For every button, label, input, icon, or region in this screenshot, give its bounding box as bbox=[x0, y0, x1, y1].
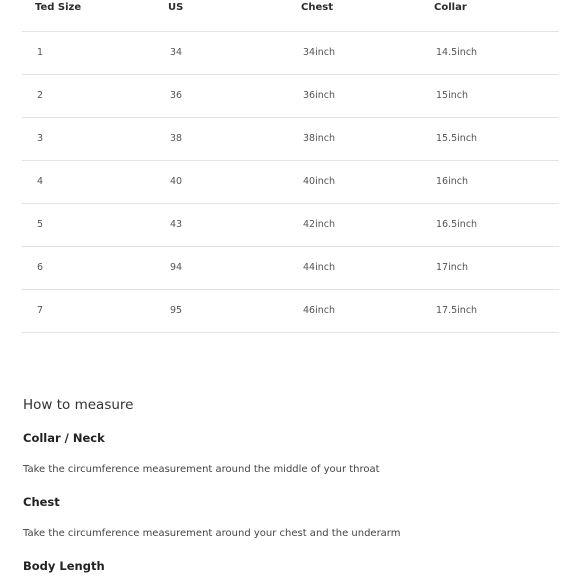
cell-chest: 36inch bbox=[288, 74, 421, 117]
cell-collar: 15.5inch bbox=[421, 117, 559, 160]
cell-collar: 17.5inch bbox=[421, 289, 559, 332]
header-chest: Chest bbox=[288, 0, 421, 31]
cell-collar: 16inch bbox=[421, 160, 559, 203]
cell-ted-size: 3 bbox=[22, 117, 155, 160]
table-row bbox=[22, 289, 559, 332]
cell-chest: 40inch bbox=[288, 160, 421, 203]
cell-ted-size: 7 bbox=[22, 289, 155, 332]
cell-us: 95 bbox=[155, 289, 288, 332]
cell-ted-size: 5 bbox=[22, 203, 155, 246]
cell-us: 38 bbox=[155, 117, 288, 160]
cell-us: 43 bbox=[155, 203, 288, 246]
cell-ted-size: 4 bbox=[22, 160, 155, 203]
collar-neck-instructions: Take the circumference measurement around the middle of your throat bbox=[23, 464, 380, 475]
cell-chest: 42inch bbox=[288, 203, 421, 246]
cell-collar: 14.5inch bbox=[421, 31, 559, 74]
cell-chest: 34inch bbox=[288, 31, 421, 74]
table-row bbox=[22, 117, 559, 160]
cell-chest: 46inch bbox=[288, 289, 421, 332]
cell-us: 94 bbox=[155, 246, 288, 289]
size-table bbox=[22, 0, 559, 333]
cell-collar: 17inch bbox=[421, 246, 559, 289]
collar-neck-heading: Collar / Neck bbox=[23, 431, 105, 445]
cell-collar: 15inch bbox=[421, 74, 559, 117]
table-row bbox=[22, 203, 559, 246]
chest-instructions: Take the circumference measurement around your chest and the underarm bbox=[23, 528, 401, 539]
cell-us: 40 bbox=[155, 160, 288, 203]
cell-ted-size: 6 bbox=[22, 246, 155, 289]
how-to-measure-title: How to measure bbox=[23, 397, 134, 413]
cell-chest: 38inch bbox=[288, 117, 421, 160]
table-row bbox=[22, 31, 559, 74]
cell-us: 36 bbox=[155, 74, 288, 117]
how-to-measure-section bbox=[23, 393, 553, 573]
cell-chest: 44inch bbox=[288, 246, 421, 289]
cell-us: 34 bbox=[155, 31, 288, 74]
table-header-row bbox=[22, 0, 559, 31]
body-length-heading: Body Length bbox=[23, 559, 105, 573]
cell-ted-size: 1 bbox=[22, 31, 155, 74]
table-row bbox=[22, 74, 559, 117]
table-row bbox=[22, 160, 559, 203]
cell-ted-size: 2 bbox=[22, 74, 155, 117]
table-row bbox=[22, 246, 559, 289]
header-ted-size: Ted Size bbox=[22, 0, 155, 31]
header-collar: Collar bbox=[421, 0, 559, 31]
chest-heading: Chest bbox=[23, 495, 60, 509]
header-us: US bbox=[155, 0, 288, 31]
cell-collar: 16.5inch bbox=[421, 203, 559, 246]
